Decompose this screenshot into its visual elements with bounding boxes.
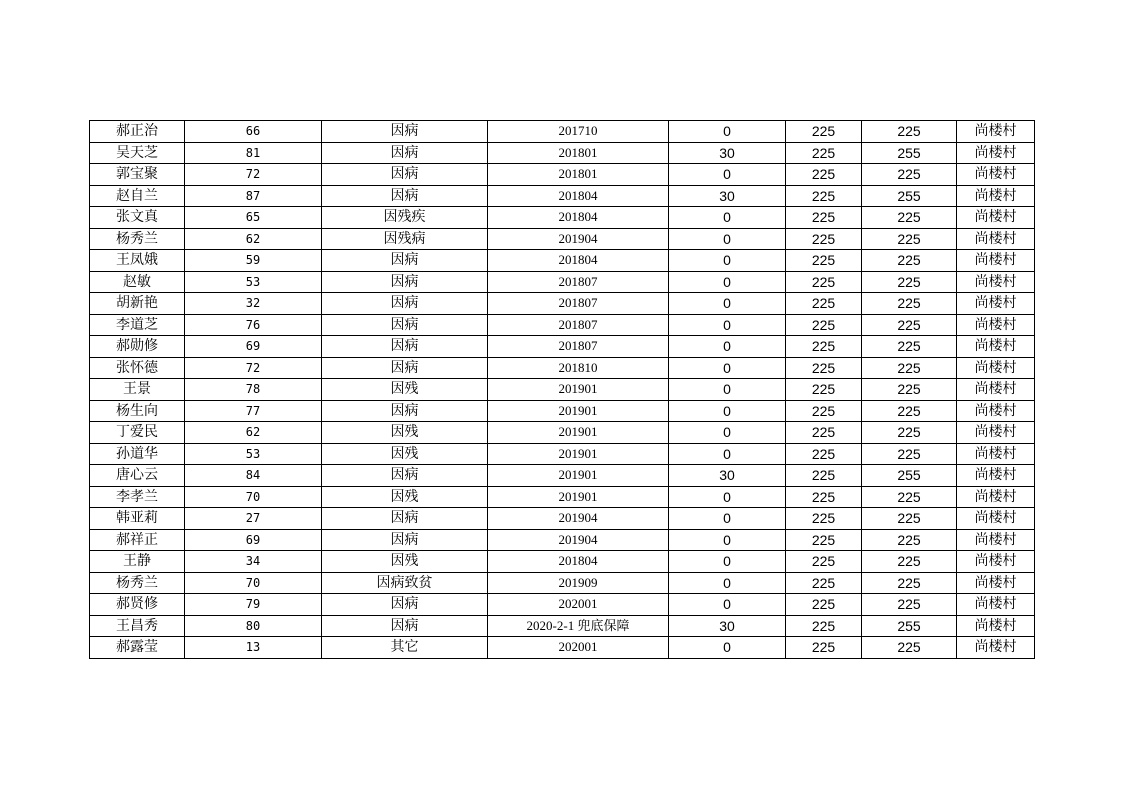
table-row bbox=[90, 443, 1035, 465]
reason-cell: 因残 bbox=[322, 379, 488, 401]
extra-amount-cell: 30 bbox=[669, 615, 786, 637]
table-row bbox=[90, 572, 1035, 594]
total-amount-cell: 225 bbox=[862, 164, 957, 186]
village-cell: 尚楼村 bbox=[957, 529, 1035, 551]
extra-amount-cell: 0 bbox=[669, 228, 786, 250]
date-cell: 201904 bbox=[488, 228, 669, 250]
total-amount-cell: 225 bbox=[862, 508, 957, 530]
reason-cell: 因残病 bbox=[322, 228, 488, 250]
age-cell: 65 bbox=[185, 207, 322, 229]
village-cell: 尚楼村 bbox=[957, 336, 1035, 358]
age-cell: 13 bbox=[185, 637, 322, 659]
name-cell: 吴天芝 bbox=[90, 142, 185, 164]
date-cell: 201807 bbox=[488, 271, 669, 293]
reason-cell: 因病 bbox=[322, 400, 488, 422]
name-cell: 胡新艳 bbox=[90, 293, 185, 315]
table-row bbox=[90, 422, 1035, 444]
base-amount-cell: 225 bbox=[786, 529, 862, 551]
village-cell: 尚楼村 bbox=[957, 594, 1035, 616]
age-cell: 78 bbox=[185, 379, 322, 401]
name-cell: 张怀德 bbox=[90, 357, 185, 379]
name-cell: 唐心云 bbox=[90, 465, 185, 487]
total-amount-cell: 225 bbox=[862, 121, 957, 143]
total-amount-cell: 225 bbox=[862, 271, 957, 293]
base-amount-cell: 225 bbox=[786, 508, 862, 530]
age-cell: 76 bbox=[185, 314, 322, 336]
age-cell: 80 bbox=[185, 615, 322, 637]
date-cell: 201804 bbox=[488, 207, 669, 229]
base-amount-cell: 225 bbox=[786, 572, 862, 594]
base-amount-cell: 225 bbox=[786, 422, 862, 444]
date-cell: 202001 bbox=[488, 594, 669, 616]
reason-cell: 因病 bbox=[322, 357, 488, 379]
table-row bbox=[90, 121, 1035, 143]
extra-amount-cell: 30 bbox=[669, 185, 786, 207]
name-cell: 郝贤修 bbox=[90, 594, 185, 616]
table-row bbox=[90, 465, 1035, 487]
extra-amount-cell: 0 bbox=[669, 551, 786, 573]
village-cell: 尚楼村 bbox=[957, 637, 1035, 659]
village-cell: 尚楼村 bbox=[957, 357, 1035, 379]
base-amount-cell: 225 bbox=[786, 336, 862, 358]
roster-body bbox=[90, 121, 1035, 659]
date-cell: 201901 bbox=[488, 465, 669, 487]
extra-amount-cell: 0 bbox=[669, 443, 786, 465]
village-cell: 尚楼村 bbox=[957, 615, 1035, 637]
base-amount-cell: 225 bbox=[786, 185, 862, 207]
total-amount-cell: 225 bbox=[862, 336, 957, 358]
village-cell: 尚楼村 bbox=[957, 185, 1035, 207]
age-cell: 69 bbox=[185, 529, 322, 551]
age-cell: 32 bbox=[185, 293, 322, 315]
base-amount-cell: 225 bbox=[786, 228, 862, 250]
village-cell: 尚楼村 bbox=[957, 271, 1035, 293]
reason-cell: 因残 bbox=[322, 443, 488, 465]
base-amount-cell: 225 bbox=[786, 293, 862, 315]
date-cell: 201909 bbox=[488, 572, 669, 594]
total-amount-cell: 225 bbox=[862, 422, 957, 444]
date-cell: 201804 bbox=[488, 185, 669, 207]
name-cell: 赵敏 bbox=[90, 271, 185, 293]
extra-amount-cell: 0 bbox=[669, 314, 786, 336]
name-cell: 赵自兰 bbox=[90, 185, 185, 207]
date-cell: 201801 bbox=[488, 164, 669, 186]
extra-amount-cell: 0 bbox=[669, 164, 786, 186]
date-cell: 201801 bbox=[488, 142, 669, 164]
base-amount-cell: 225 bbox=[786, 486, 862, 508]
age-cell: 72 bbox=[185, 164, 322, 186]
name-cell: 郝祥正 bbox=[90, 529, 185, 551]
age-cell: 53 bbox=[185, 443, 322, 465]
table-row bbox=[90, 379, 1035, 401]
table-row bbox=[90, 615, 1035, 637]
name-cell: 王昌秀 bbox=[90, 615, 185, 637]
age-cell: 27 bbox=[185, 508, 322, 530]
reason-cell: 因病 bbox=[322, 185, 488, 207]
reason-cell: 因病 bbox=[322, 271, 488, 293]
base-amount-cell: 225 bbox=[786, 443, 862, 465]
reason-cell: 其它 bbox=[322, 637, 488, 659]
table-row bbox=[90, 400, 1035, 422]
extra-amount-cell: 30 bbox=[669, 142, 786, 164]
extra-amount-cell: 0 bbox=[669, 486, 786, 508]
age-cell: 62 bbox=[185, 228, 322, 250]
age-cell: 34 bbox=[185, 551, 322, 573]
total-amount-cell: 225 bbox=[862, 293, 957, 315]
village-cell: 尚楼村 bbox=[957, 207, 1035, 229]
village-cell: 尚楼村 bbox=[957, 486, 1035, 508]
table-row bbox=[90, 357, 1035, 379]
date-cell: 201804 bbox=[488, 551, 669, 573]
extra-amount-cell: 0 bbox=[669, 250, 786, 272]
village-cell: 尚楼村 bbox=[957, 422, 1035, 444]
table-row bbox=[90, 594, 1035, 616]
reason-cell: 因病 bbox=[322, 508, 488, 530]
extra-amount-cell: 0 bbox=[669, 637, 786, 659]
village-cell: 尚楼村 bbox=[957, 508, 1035, 530]
village-cell: 尚楼村 bbox=[957, 314, 1035, 336]
extra-amount-cell: 0 bbox=[669, 271, 786, 293]
total-amount-cell: 225 bbox=[862, 250, 957, 272]
name-cell: 郝勋修 bbox=[90, 336, 185, 358]
reason-cell: 因病致贫 bbox=[322, 572, 488, 594]
base-amount-cell: 225 bbox=[786, 357, 862, 379]
base-amount-cell: 225 bbox=[786, 551, 862, 573]
document-sheet bbox=[89, 120, 1034, 659]
reason-cell: 因残 bbox=[322, 551, 488, 573]
reason-cell: 因病 bbox=[322, 529, 488, 551]
reason-cell: 因残 bbox=[322, 486, 488, 508]
extra-amount-cell: 0 bbox=[669, 121, 786, 143]
village-cell: 尚楼村 bbox=[957, 379, 1035, 401]
name-cell: 杨秀兰 bbox=[90, 572, 185, 594]
age-cell: 79 bbox=[185, 594, 322, 616]
table-row bbox=[90, 529, 1035, 551]
date-cell: 201904 bbox=[488, 529, 669, 551]
village-cell: 尚楼村 bbox=[957, 121, 1035, 143]
total-amount-cell: 225 bbox=[862, 486, 957, 508]
total-amount-cell: 255 bbox=[862, 615, 957, 637]
roster-table bbox=[89, 120, 1035, 659]
total-amount-cell: 255 bbox=[862, 465, 957, 487]
extra-amount-cell: 0 bbox=[669, 357, 786, 379]
total-amount-cell: 225 bbox=[862, 314, 957, 336]
name-cell: 王静 bbox=[90, 551, 185, 573]
date-cell: 201807 bbox=[488, 314, 669, 336]
village-cell: 尚楼村 bbox=[957, 443, 1035, 465]
reason-cell: 因病 bbox=[322, 250, 488, 272]
age-cell: 70 bbox=[185, 486, 322, 508]
extra-amount-cell: 0 bbox=[669, 336, 786, 358]
base-amount-cell: 225 bbox=[786, 250, 862, 272]
extra-amount-cell: 0 bbox=[669, 293, 786, 315]
reason-cell: 因病 bbox=[322, 336, 488, 358]
reason-cell: 因病 bbox=[322, 465, 488, 487]
reason-cell: 因病 bbox=[322, 164, 488, 186]
base-amount-cell: 225 bbox=[786, 615, 862, 637]
total-amount-cell: 225 bbox=[862, 357, 957, 379]
table-row bbox=[90, 185, 1035, 207]
age-cell: 81 bbox=[185, 142, 322, 164]
date-cell: 201710 bbox=[488, 121, 669, 143]
table-row bbox=[90, 293, 1035, 315]
extra-amount-cell: 0 bbox=[669, 508, 786, 530]
name-cell: 郝正治 bbox=[90, 121, 185, 143]
name-cell: 丁爱民 bbox=[90, 422, 185, 444]
table-row bbox=[90, 336, 1035, 358]
total-amount-cell: 225 bbox=[862, 551, 957, 573]
reason-cell: 因病 bbox=[322, 293, 488, 315]
date-cell: 201901 bbox=[488, 443, 669, 465]
total-amount-cell: 225 bbox=[862, 443, 957, 465]
village-cell: 尚楼村 bbox=[957, 250, 1035, 272]
base-amount-cell: 225 bbox=[786, 314, 862, 336]
reason-cell: 因病 bbox=[322, 615, 488, 637]
date-cell: 201901 bbox=[488, 486, 669, 508]
age-cell: 70 bbox=[185, 572, 322, 594]
date-cell: 201901 bbox=[488, 422, 669, 444]
reason-cell: 因残疾 bbox=[322, 207, 488, 229]
date-cell: 201901 bbox=[488, 400, 669, 422]
reason-cell: 因病 bbox=[322, 142, 488, 164]
table-row bbox=[90, 142, 1035, 164]
total-amount-cell: 225 bbox=[862, 400, 957, 422]
age-cell: 84 bbox=[185, 465, 322, 487]
base-amount-cell: 225 bbox=[786, 400, 862, 422]
village-cell: 尚楼村 bbox=[957, 551, 1035, 573]
total-amount-cell: 225 bbox=[862, 637, 957, 659]
reason-cell: 因残 bbox=[322, 422, 488, 444]
age-cell: 77 bbox=[185, 400, 322, 422]
table-row bbox=[90, 164, 1035, 186]
name-cell: 郝露莹 bbox=[90, 637, 185, 659]
village-cell: 尚楼村 bbox=[957, 228, 1035, 250]
table-row bbox=[90, 314, 1035, 336]
name-cell: 杨生向 bbox=[90, 400, 185, 422]
table-row bbox=[90, 486, 1035, 508]
village-cell: 尚楼村 bbox=[957, 465, 1035, 487]
village-cell: 尚楼村 bbox=[957, 164, 1035, 186]
table-row bbox=[90, 228, 1035, 250]
village-cell: 尚楼村 bbox=[957, 572, 1035, 594]
base-amount-cell: 225 bbox=[786, 207, 862, 229]
name-cell: 李孝兰 bbox=[90, 486, 185, 508]
name-cell: 韩亚莉 bbox=[90, 508, 185, 530]
age-cell: 59 bbox=[185, 250, 322, 272]
total-amount-cell: 225 bbox=[862, 594, 957, 616]
name-cell: 郭宝聚 bbox=[90, 164, 185, 186]
extra-amount-cell: 30 bbox=[669, 465, 786, 487]
age-cell: 66 bbox=[185, 121, 322, 143]
total-amount-cell: 225 bbox=[862, 379, 957, 401]
extra-amount-cell: 0 bbox=[669, 572, 786, 594]
table-row bbox=[90, 271, 1035, 293]
name-cell: 李道芝 bbox=[90, 314, 185, 336]
base-amount-cell: 225 bbox=[786, 164, 862, 186]
extra-amount-cell: 0 bbox=[669, 379, 786, 401]
age-cell: 62 bbox=[185, 422, 322, 444]
base-amount-cell: 225 bbox=[786, 121, 862, 143]
age-cell: 87 bbox=[185, 185, 322, 207]
age-cell: 72 bbox=[185, 357, 322, 379]
table-row bbox=[90, 250, 1035, 272]
date-cell: 201804 bbox=[488, 250, 669, 272]
age-cell: 53 bbox=[185, 271, 322, 293]
reason-cell: 因病 bbox=[322, 594, 488, 616]
table-row bbox=[90, 207, 1035, 229]
base-amount-cell: 225 bbox=[786, 637, 862, 659]
village-cell: 尚楼村 bbox=[957, 293, 1035, 315]
date-cell: 202001 bbox=[488, 637, 669, 659]
date-cell: 201807 bbox=[488, 293, 669, 315]
extra-amount-cell: 0 bbox=[669, 594, 786, 616]
name-cell: 王景 bbox=[90, 379, 185, 401]
village-cell: 尚楼村 bbox=[957, 400, 1035, 422]
reason-cell: 因病 bbox=[322, 121, 488, 143]
table-row bbox=[90, 508, 1035, 530]
name-cell: 杨秀兰 bbox=[90, 228, 185, 250]
base-amount-cell: 225 bbox=[786, 594, 862, 616]
total-amount-cell: 225 bbox=[862, 572, 957, 594]
date-cell: 201807 bbox=[488, 336, 669, 358]
base-amount-cell: 225 bbox=[786, 465, 862, 487]
base-amount-cell: 225 bbox=[786, 379, 862, 401]
total-amount-cell: 255 bbox=[862, 142, 957, 164]
table-row bbox=[90, 637, 1035, 659]
base-amount-cell: 225 bbox=[786, 142, 862, 164]
date-cell: 201904 bbox=[488, 508, 669, 530]
village-cell: 尚楼村 bbox=[957, 142, 1035, 164]
total-amount-cell: 225 bbox=[862, 207, 957, 229]
table-row bbox=[90, 551, 1035, 573]
extra-amount-cell: 0 bbox=[669, 207, 786, 229]
extra-amount-cell: 0 bbox=[669, 529, 786, 551]
reason-cell: 因病 bbox=[322, 314, 488, 336]
total-amount-cell: 225 bbox=[862, 228, 957, 250]
base-amount-cell: 225 bbox=[786, 271, 862, 293]
extra-amount-cell: 0 bbox=[669, 400, 786, 422]
total-amount-cell: 255 bbox=[862, 185, 957, 207]
name-cell: 张文真 bbox=[90, 207, 185, 229]
total-amount-cell: 225 bbox=[862, 529, 957, 551]
name-cell: 孙道华 bbox=[90, 443, 185, 465]
name-cell: 王凤娥 bbox=[90, 250, 185, 272]
date-cell: 201810 bbox=[488, 357, 669, 379]
date-cell: 201901 bbox=[488, 379, 669, 401]
extra-amount-cell: 0 bbox=[669, 422, 786, 444]
age-cell: 69 bbox=[185, 336, 322, 358]
date-cell: 2020-2-1 兜底保障 bbox=[488, 615, 669, 637]
